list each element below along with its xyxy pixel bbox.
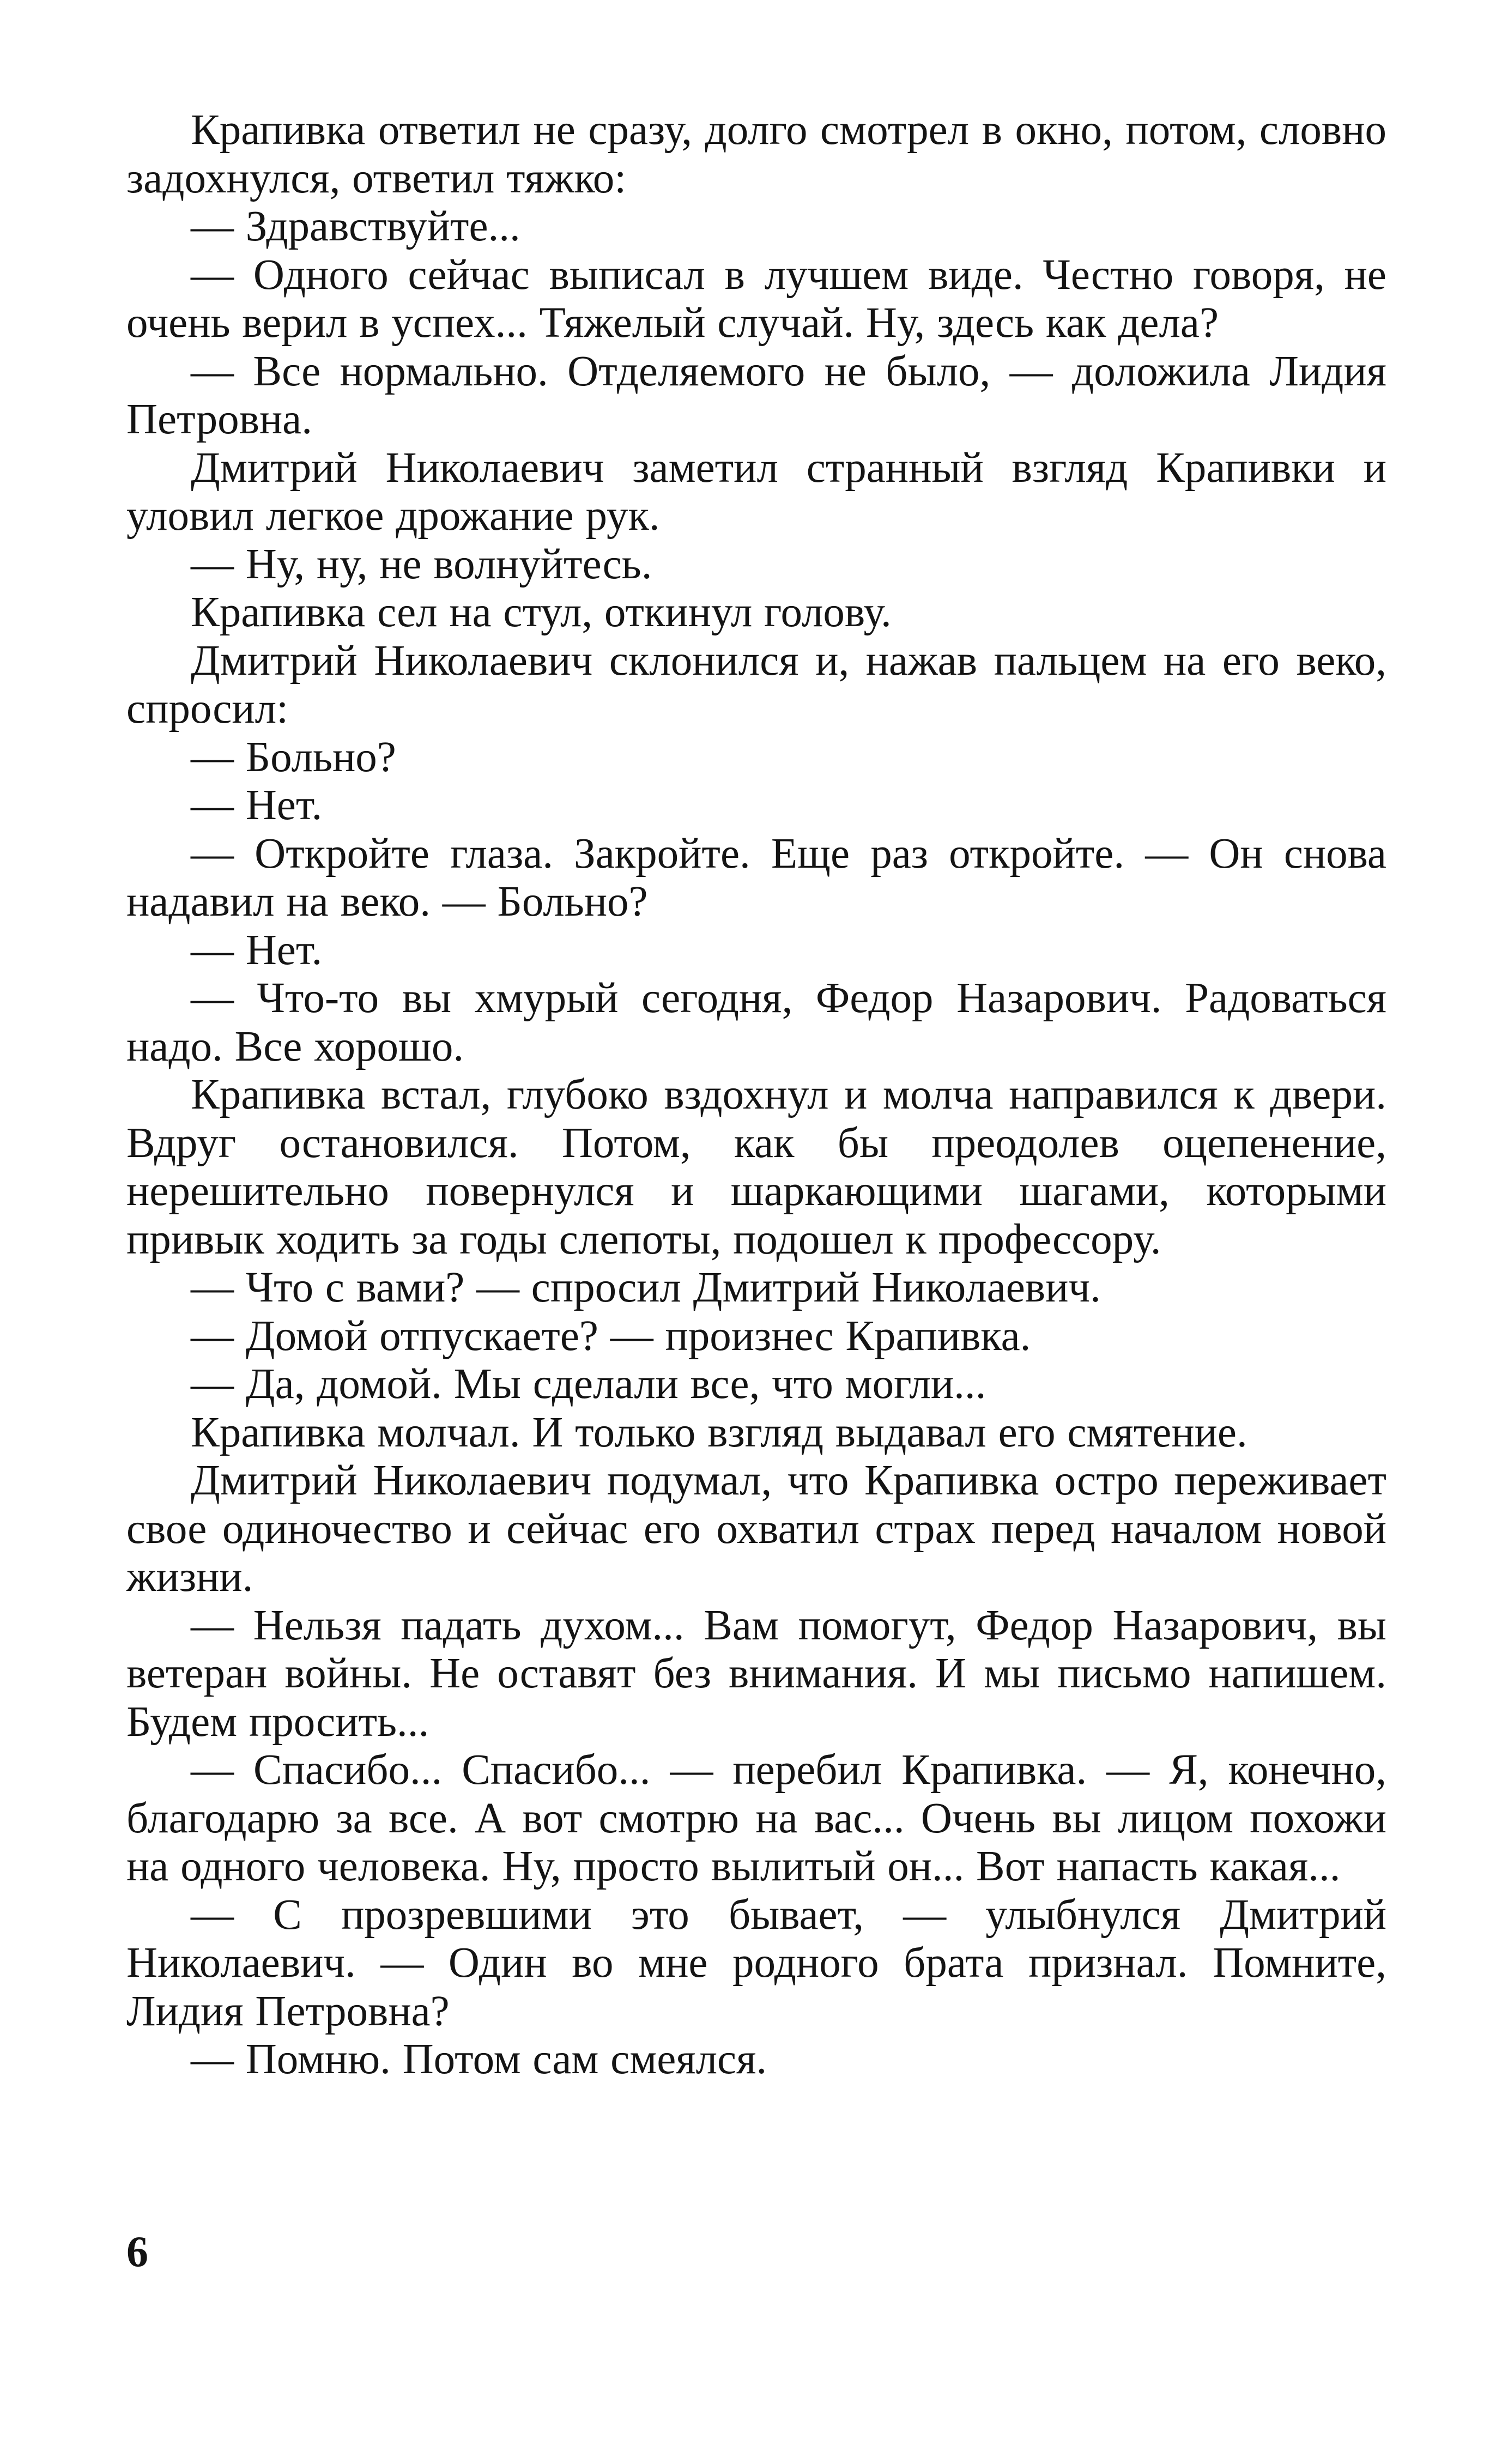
paragraph: — Нет. bbox=[191, 782, 323, 829]
paragraph: — Что с вами? — спросил Дмитрий Николаевич. bbox=[191, 1264, 1101, 1311]
paragraph: Крапивка встал, глубоко вздохнул и молча направился к двери. Вдруг остановился. Потом, как бы преодолев оцепенение, нерешительно повернулся и шаркающими шагами, которыми привык ходить за годы слепоты, подошел к профессору. bbox=[126, 1071, 1386, 1263]
paragraph: — Помню. Потом сам смеялся. bbox=[191, 2036, 767, 2083]
paragraph: — Нельзя падать духом... Вам помогут, Федор Назарович, вы ветеран войны. Не оставят без внимания. И мы письмо напишем. Будем просить... bbox=[126, 1601, 1386, 1746]
paragraph: — Домой отпускаете? — произнес Крапивка. bbox=[191, 1312, 1031, 1360]
paragraph: — Одного сейчас выписал в лучшем виде. Честно говоря, не очень верил в успех... Тяжелый случай. Ну, здесь как дела? bbox=[126, 251, 1386, 347]
paragraph: — Что-то вы хмурый сегодня, Федор Назарович. Радоваться надо. Все хорошо. bbox=[126, 974, 1386, 1070]
paragraph: Крапивка сел на стул, откинул голову. bbox=[191, 589, 892, 636]
paragraph: — Да, домой. Мы сделали все, что могли... bbox=[191, 1360, 986, 1408]
paragraph: — Спасибо... Спасибо... — перебил Крапивка. — Я, конечно, благодарю за все. А вот смотрю на вас... Очень вы лицом похожи на одного человека. Ну, просто вылитый он... Вот напасть какая... bbox=[126, 1746, 1386, 1890]
paragraph: — Здравствуйте... bbox=[191, 203, 520, 250]
body-text bbox=[126, 106, 1386, 2084]
paragraph: Дмитрий Николаевич склонился и, нажав пальцем на его веко, спросил: bbox=[126, 637, 1386, 732]
paragraph: — Больно? bbox=[191, 733, 396, 781]
paragraph: Дмитрий Николаевич подумал, что Крапивка остро переживает свое одиночество и сейчас его охватил страх перед началом новой жизни. bbox=[126, 1457, 1386, 1601]
paragraph: — С прозревшими это бывает, — улыбнулся Дмитрий Николаевич. — Один во мне родного брата признал. Помните, Лидия Петровна? bbox=[126, 1891, 1386, 2035]
paragraph: Крапивка молчал. И только взгляд выдавал его смятение. bbox=[191, 1408, 1247, 1456]
paragraph: Крапивка ответил не сразу, долго смотрел в окно, потом, словно задохнулся, ответил тяжко: bbox=[126, 106, 1386, 202]
page-number: 6 bbox=[126, 2228, 148, 2276]
paragraph: Дмитрий Николаевич заметил странный взгляд Крапивки и уловил легкое дрожание рук. bbox=[126, 444, 1386, 540]
paragraph: — Нет. bbox=[191, 926, 323, 974]
paragraph: — Все нормально. Отделяемого не было, — доложила Лидия Петровна. bbox=[126, 347, 1386, 443]
paragraph: — Откройте глаза. Закройте. Еще раз откройте. — Он снова надавил на веко. — Больно? bbox=[126, 830, 1386, 925]
paragraph: — Ну, ну, не волнуйтесь. bbox=[191, 540, 652, 588]
